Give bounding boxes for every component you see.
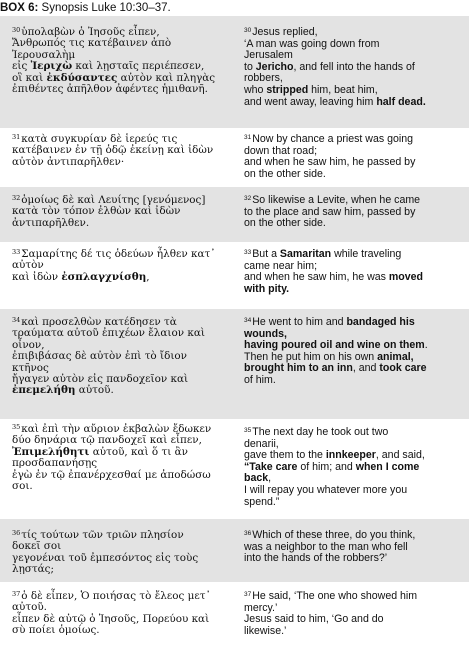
text-segment: σοι. xyxy=(12,480,33,493)
table-row xyxy=(0,242,469,309)
text-segment: of him. xyxy=(244,373,276,386)
text-segment: κατὰ συγκυρίαν δὲ ἱερεύς τις xyxy=(21,133,178,145)
verse-number: 33 xyxy=(244,249,252,256)
text-segment: αὐτὸν ἀντιπαρῆλθεν· xyxy=(12,155,125,168)
greek-line xyxy=(12,272,234,283)
text-segment: κατὰ τὸν τόπον ἐλθὼν καὶ ἰδὼν xyxy=(12,205,181,218)
table-row xyxy=(0,582,469,645)
verse-number: 31 xyxy=(12,133,21,141)
greek-line xyxy=(12,625,234,636)
text-segment: Jesus replied, xyxy=(252,26,318,38)
text-segment: ἐπιθέντες ἀπῆλθον ἀφέντες ἡμιθανῆ. xyxy=(12,83,208,96)
text-segment: γεγονέναι τοῦ ἐμπεσόντος εἰς τοὺς xyxy=(12,551,199,564)
text-segment: εἰς xyxy=(12,60,31,73)
emphasized-text: Samaritan xyxy=(279,248,332,260)
greek-line xyxy=(12,564,234,575)
text-segment: . xyxy=(424,339,428,352)
english-line xyxy=(244,315,466,329)
emphasized-text: animal, xyxy=(377,350,414,363)
emphasized-text: ἐκδύσαντες xyxy=(46,71,118,84)
text-segment: ἐπιβιβάσας δὲ αὐτὸν ἐπὶ τὸ ἴδιον xyxy=(12,350,187,363)
text-segment: αὐτὸν καὶ πληγὰς xyxy=(117,71,216,84)
text-segment: robbers, xyxy=(244,72,283,85)
text-segment: αὐτοῦ, καὶ ὅ τι ἂν xyxy=(89,445,188,458)
verse-number: 34 xyxy=(12,316,21,324)
english-line xyxy=(244,247,466,261)
english-cell xyxy=(244,425,466,508)
text-segment: him, beat him, xyxy=(308,83,378,96)
emphasized-text: when I come xyxy=(355,460,420,473)
greek-cell xyxy=(12,528,234,576)
text-segment: who xyxy=(244,83,267,96)
english-line xyxy=(244,284,466,296)
text-segment: ‘A man was going down from xyxy=(244,37,380,50)
table-row xyxy=(0,16,469,128)
text-segment: ἐγὼ ἐν τῷ ἐπανέρχεσθαί με ἀποδώσω xyxy=(12,468,211,481)
greek-cell xyxy=(12,132,234,168)
verse-number: 37 xyxy=(244,591,252,598)
english-cell xyxy=(244,589,466,637)
text-segment: ὁ δὲ εἶπεν, Ὁ ποιήσας τὸ ἔλεος μετ᾽ xyxy=(21,590,211,602)
text-segment: καὶ προσελθὼν κατέδησεν τὰ xyxy=(21,316,177,328)
emphasized-text: Jericho xyxy=(255,60,294,73)
text-segment: καὶ λῃσταῖς περιέπεσεν, xyxy=(72,60,205,73)
text-segment: λῃστάς; xyxy=(12,563,54,576)
greek-line xyxy=(12,84,234,95)
text-segment: to the place and saw him, passed by xyxy=(244,205,416,218)
emphasized-text: “Take care xyxy=(244,460,298,473)
text-segment: spend.” xyxy=(244,495,280,508)
text-segment: was a neighbor to the man who fell xyxy=(244,540,408,553)
english-cell xyxy=(244,132,466,180)
box-label: BOX 6: xyxy=(0,2,39,14)
text-segment: I will repay you whatever more you xyxy=(244,483,408,496)
text-segment: Ἄνθρωπός τις κατέβαινεν ἀπὸ xyxy=(12,37,172,50)
verse-number: 36 xyxy=(244,530,252,537)
greek-line xyxy=(12,218,234,229)
verse-number: 34 xyxy=(244,317,252,324)
greek-cell xyxy=(12,25,234,95)
text-segment: σὺ ποίει ὁμοίως. xyxy=(12,624,100,637)
text-segment: The next day he took out two xyxy=(252,426,389,438)
english-cell xyxy=(244,315,466,387)
text-segment: on the other side. xyxy=(244,167,326,180)
greek-line xyxy=(12,470,234,481)
verse-number: 30 xyxy=(12,26,21,34)
text-segment: , and fell into the hands of xyxy=(293,60,415,73)
greek-line xyxy=(12,385,234,396)
text-segment: mercy.’ xyxy=(244,601,278,614)
text-segment: and when he saw him, he passed by xyxy=(244,156,416,169)
greek-cell xyxy=(12,589,234,637)
text-segment: ἀντιπαρῆλθεν. xyxy=(12,216,90,229)
text-segment: Then he put him on his own xyxy=(244,350,378,363)
greek-cell xyxy=(12,315,234,397)
text-segment: and went away, leaving him xyxy=(244,95,377,108)
text-segment: likewise.’ xyxy=(244,624,287,637)
text-segment: He went to him and xyxy=(252,316,347,328)
text-segment: οἳ καὶ xyxy=(12,71,47,84)
english-line xyxy=(244,169,466,181)
english-cell xyxy=(244,25,466,108)
table-row xyxy=(0,128,469,187)
text-segment: δοκεῖ σοι xyxy=(12,540,62,553)
verse-number: 33 xyxy=(12,248,21,256)
emphasized-text: ἐπεμελήθη xyxy=(12,384,76,397)
text-segment: denarii, xyxy=(244,437,279,450)
english-line xyxy=(244,626,466,638)
english-line xyxy=(244,132,466,146)
english-line xyxy=(244,553,466,565)
english-line xyxy=(244,25,466,39)
text-segment: Now by chance a priest was going xyxy=(252,133,413,145)
emphasized-text: ἐσπλαγχνίσθη xyxy=(61,270,147,283)
english-line xyxy=(244,97,466,109)
text-segment: on the other side. xyxy=(244,217,326,230)
verse-number: 35 xyxy=(12,423,21,431)
verse-number: 37 xyxy=(12,590,21,598)
greek-line xyxy=(12,328,234,339)
emphasized-text: took care xyxy=(379,362,427,375)
box-title xyxy=(0,0,171,16)
emphasized-text: wounds, xyxy=(244,327,287,340)
english-line xyxy=(244,497,466,509)
english-line xyxy=(244,363,466,375)
verse-number: 36 xyxy=(12,529,21,537)
english-line xyxy=(244,589,466,603)
text-segment: καὶ ἐπὶ τὴν αὔριον ἐκβαλὼν ἔδωκεν xyxy=(21,423,212,435)
text-segment: κτῆνος xyxy=(12,361,49,374)
text-segment: τραύματα αὐτοῦ ἐπιχέων ἔλαιον καὶ xyxy=(12,327,205,340)
verse-number: 32 xyxy=(244,195,252,202)
table-row xyxy=(0,309,469,419)
greek-cell xyxy=(12,247,234,283)
english-line xyxy=(244,528,466,542)
text-segment: αὐτοῦ. xyxy=(12,601,47,614)
text-segment: while traveling xyxy=(331,248,402,260)
verse-number: 30 xyxy=(244,27,252,34)
text-segment: He said, ‘The one who showed him xyxy=(252,590,418,602)
verse-number: 35 xyxy=(244,427,252,434)
table-row xyxy=(0,187,469,242)
text-segment: and when he saw him, he was xyxy=(244,271,389,284)
text-segment: gave them to the xyxy=(244,449,326,462)
emphasized-text: Ἰεριχὼ xyxy=(30,60,73,73)
text-segment: Which of these three, do you think, xyxy=(252,529,416,541)
greek-line xyxy=(12,157,234,168)
greek-line xyxy=(12,247,234,260)
english-line xyxy=(244,193,466,207)
emphasized-text: half dead. xyxy=(376,95,426,108)
text-segment: καὶ ἰδὼν xyxy=(12,270,62,283)
text-segment: But a xyxy=(252,248,280,260)
text-segment: to xyxy=(244,60,256,73)
emphasized-text: stripped xyxy=(266,83,309,96)
text-segment: , and said, xyxy=(375,449,425,462)
emphasized-text: brought him to an inn xyxy=(244,362,353,375)
emphasized-text: bandaged his xyxy=(346,316,415,328)
english-cell xyxy=(244,528,466,565)
english-line xyxy=(244,218,466,230)
greek-cell xyxy=(12,422,234,492)
text-segment: Jerusalem xyxy=(244,49,293,62)
text-segment: αὐτοῦ. xyxy=(75,384,114,397)
text-segment: , xyxy=(146,270,150,283)
text-segment: Jesus said to him, ‘Go and do xyxy=(244,613,384,626)
text-segment: of him; and xyxy=(297,460,356,473)
emphasized-text: having poured oil and wine on them xyxy=(244,339,425,352)
text-segment: κατέβαινεν ἐν τῇ ὁδῷ ἐκείνῃ καὶ ἰδὼν xyxy=(12,144,214,157)
english-line xyxy=(244,462,466,474)
text-segment: ὁμοίως δὲ καὶ Λευίτης [γενόμενος] xyxy=(21,194,206,206)
greek-cell xyxy=(12,193,234,229)
text-segment: Σαμαρίτης δέ τις ὁδεύων ἦλθεν κατ᾽ xyxy=(21,248,216,260)
text-segment: Ἰερουσαλὴμ xyxy=(12,48,76,61)
text-segment: , xyxy=(268,472,272,485)
emphasized-text: back xyxy=(244,472,269,485)
text-segment: οἶνον, xyxy=(12,338,45,351)
text-segment: , and xyxy=(352,362,380,375)
text-segment: came near him; xyxy=(244,259,318,272)
emphasized-text: Ἐπιμελήθητι xyxy=(12,445,90,458)
box-caption: Synopsis Luke 10:30–37. xyxy=(41,2,171,14)
english-cell xyxy=(244,193,466,230)
emphasized-text: innkeeper xyxy=(325,449,376,462)
text-segment: ὑπολαβὼν ὁ Ἰησοῦς εἶπεν, xyxy=(21,26,160,38)
table-row xyxy=(0,519,469,582)
text-segment: αὐτὸν xyxy=(12,259,44,272)
english-line xyxy=(244,375,466,387)
text-segment: εἶπεν δὲ αὐτῷ ὁ Ἰησοῦς, Πορεύου καὶ xyxy=(12,612,210,625)
greek-line xyxy=(12,528,234,541)
english-line xyxy=(244,425,466,439)
text-segment: προσδαπανήσῃς xyxy=(12,457,98,470)
text-segment: down that road; xyxy=(244,144,318,157)
text-segment: So likewise a Levite, when he came xyxy=(252,194,421,206)
english-cell xyxy=(244,247,466,295)
text-segment: τίς τούτων τῶν τριῶν πλησίον xyxy=(21,529,184,541)
text-segment: ἤγαγεν αὐτὸν εἰς πανδοχεῖον καὶ xyxy=(12,373,189,386)
table-row xyxy=(0,419,469,519)
verse-number: 32 xyxy=(12,194,21,202)
text-segment: δύο δηνάρια τῷ πανδοχεῖ καὶ εἶπεν, xyxy=(12,434,202,447)
emphasized-text: with pity. xyxy=(244,282,290,295)
text-segment: into the hands of the robbers?’ xyxy=(244,552,388,565)
verse-number: 31 xyxy=(244,134,252,141)
emphasized-text: moved xyxy=(388,271,424,284)
greek-line xyxy=(12,481,234,492)
